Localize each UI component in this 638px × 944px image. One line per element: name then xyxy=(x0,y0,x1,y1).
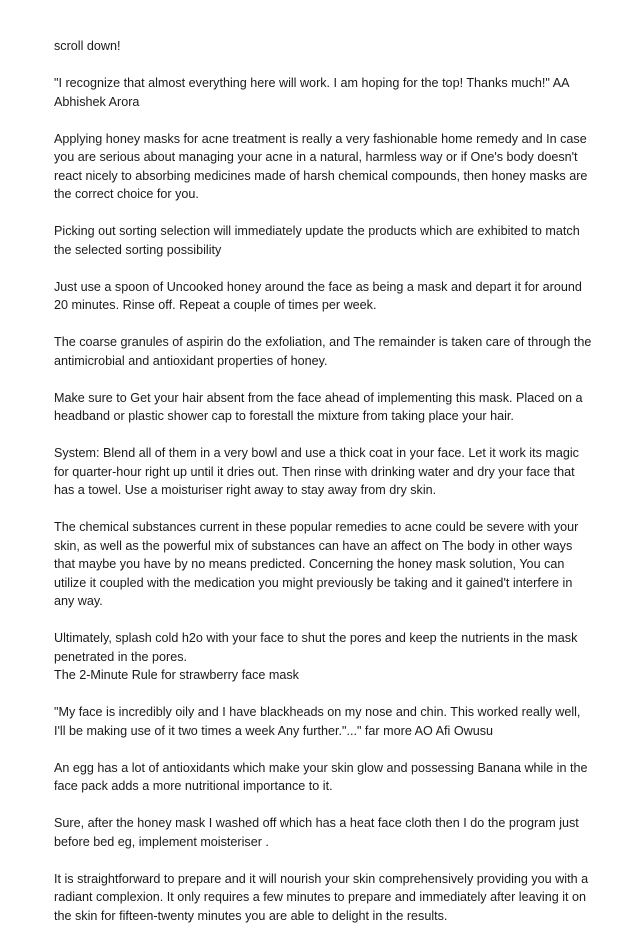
paragraph-splash-cold: Ultimately, splash cold h2o with your face to shut the pores and keep the nutrients in the mask penetrated in the pores. xyxy=(54,631,578,664)
section-heading-strawberry: The 2-Minute Rule for strawberry face mask xyxy=(54,668,299,682)
paragraph-honey-masks-intro: Applying honey masks for acne treatment is really a very fashionable home remedy and In case you are serious about managing your acne in a natural, harmless way or if One's body doesn't react nicely to absorbing medicines made of harsh chemical compounds, then honey masks are the correct choice for you. xyxy=(54,131,588,201)
paragraph-hair-absent: Make sure to Get your hair absent from the face ahead of implementing this mask. Placed on a headband or plastic shower cap to forestall the mixture from taking place your hair. xyxy=(54,390,583,423)
paragraph-chemical-substances: The chemical substances current in these popular remedies to acne could be severe with your skin, as well as the powerful mix of substances can have an affect on The body in other ways that maybe you have by no means predicted. Concerning the honey mask solution, You can utilize it coupled with the medication you might previously be taking and it gained't interfere in any way. xyxy=(54,520,579,608)
paragraph-washed-off: Sure, after the honey mask I washed off which has a heat face cloth then I do the program just before bed eg, implement moisteriser . xyxy=(54,816,579,849)
paragraph-uncooked-honey: Just use a spoon of Uncooked honey around the face as being a mask and depart it for around 20 minutes. Rinse off. Repeat a couple of times per week. xyxy=(54,279,582,312)
paragraph-testimonial-owusu: "My face is incredibly oily and I have blackheads on my nose and chin. This worked really well, I'll be making use of it two times a week Any further."..." far more AO Afi Owusu xyxy=(54,705,581,738)
paragraph-testimonial-arora: "I recognize that almost everything here will work. I am hoping for the top! Thanks much!" AA Abhishek Arora xyxy=(54,76,569,109)
paragraph-egg-antioxidants: An egg has a lot of antioxidants which make your skin glow and possessing Banana while in the face pack adds a more nutritional importance to it. xyxy=(54,760,588,793)
paragraph-radiant-complexion: It is straightforward to prepare and it will nourish your skin comprehensively providing you with a radiant complexion. It only requires a few minutes to prepare and immediately after leaving it on the skin for fifteen-twenty minutes you are able to delight in the results. xyxy=(54,871,589,923)
paragraph-sorting-selection: Picking out sorting selection will immediately update the products which are exhibited to match the selected sorting possibility xyxy=(54,224,580,257)
document-page xyxy=(54,37,594,944)
paragraph-aspirin-granules: The coarse granules of aspirin do the exfoliation, and The remainder is taken care of through the antimicrobial and antioxidant properties of honey. xyxy=(54,335,592,368)
paragraph-system-blend: System: Blend all of them in a very bowl and use a thick coat in your face. Let it work its magic for quarter-hour right up until it dries out. Then rinse with drinking water and dry your face that has a towel. Use a moisturiser right away to stay away from dry skin. xyxy=(54,446,579,497)
paragraph-scroll-down: scroll down! xyxy=(54,39,121,53)
